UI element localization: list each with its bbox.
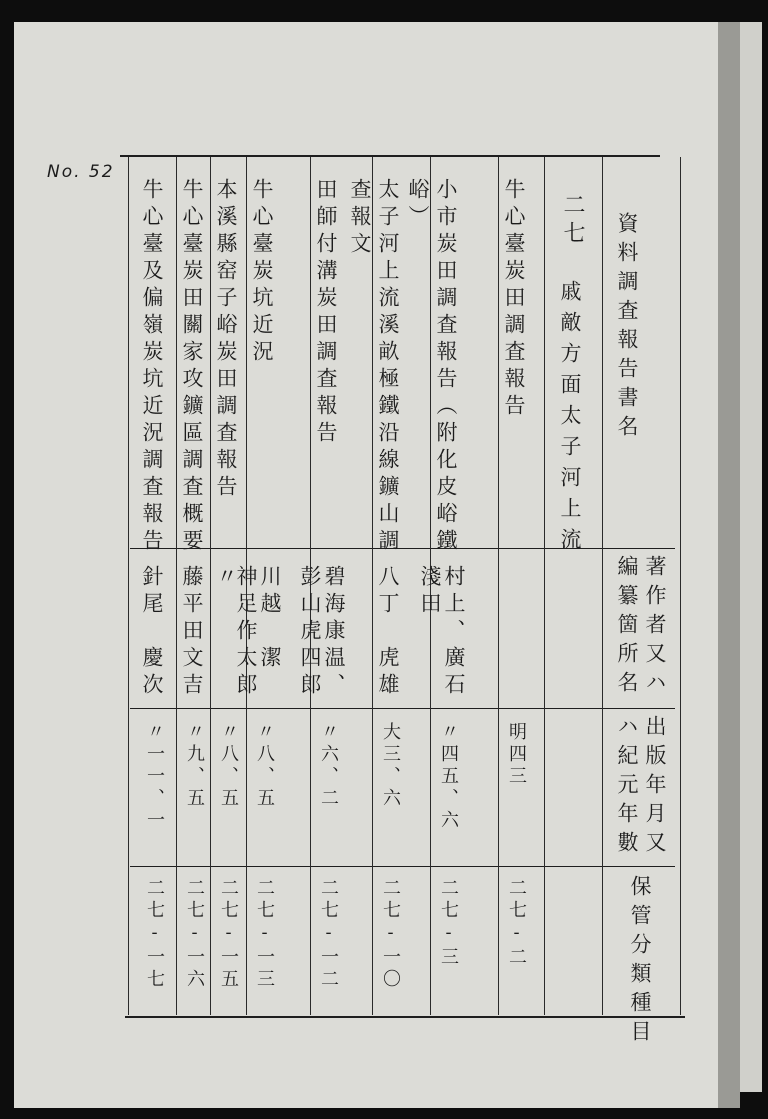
section-title: 戚敵方面太子河上流 [558, 280, 582, 559]
row-title: 本溪縣窑子峪炭田調査報告 [214, 178, 238, 502]
row-date: 〃八、五 [218, 722, 239, 810]
row-author: 川越 潔 [258, 565, 282, 673]
row-author: 藤平田文吉 [180, 565, 204, 700]
row-date: 明四三 [506, 722, 527, 788]
row-title: 小市炭田調査報告（附化皮峪鐵 [434, 178, 458, 556]
row-title: 太子河上流溪畝極鐵沿線鑛山調 [376, 178, 400, 556]
header-title: 資料調査報告書名 [615, 212, 639, 444]
row-class: 二七-一七 [144, 878, 165, 991]
row-class: 二七-一〇 [380, 878, 401, 991]
row-author: 八丁 虎雄 [376, 565, 400, 700]
row-date: 〃一一、一 [144, 722, 165, 832]
column-rule [210, 157, 211, 1015]
column-rule [602, 157, 603, 1015]
row-date: 大三、六 [380, 722, 401, 810]
header-date-line2: ハ紀元年數 [615, 715, 639, 860]
row-date: 〃六、二 [318, 722, 339, 810]
row-date: 〃九、五 [184, 722, 205, 810]
row-class: 二七-三 [438, 878, 459, 969]
row-date: 〃八、五 [254, 722, 275, 810]
header-class: 保管分類種目 [628, 875, 652, 1049]
row-title: 田師付溝炭田調査報告 [314, 178, 338, 448]
row-class: 二七-一五 [218, 878, 239, 991]
header-date-line1: 出版年月又 [643, 715, 667, 860]
header-author-line2: 編纂箇所名 [615, 555, 639, 700]
column-rule [372, 157, 373, 1015]
row-title: 牛心臺炭田關家攻鑛區調査概要 [180, 178, 204, 556]
table-rule [130, 708, 675, 709]
page-binding [718, 22, 740, 1108]
section-number: 二七 [560, 193, 585, 249]
row-class: 二七-一三 [254, 878, 275, 991]
row-title: 牛心臺炭田調査報告 [502, 178, 526, 421]
row-title: 牛心臺及偏嶺炭坑近況調査報告 [140, 178, 164, 556]
column-rule [176, 157, 177, 1015]
table-rule [130, 866, 675, 867]
table-rule [120, 155, 660, 157]
row-class: 二七-二 [506, 878, 527, 969]
row-title: 牛心臺炭坑近況 [250, 178, 274, 367]
row-author: 針尾 慶次 [140, 565, 164, 700]
table-rule [125, 1016, 685, 1018]
page-number: No. 52 [47, 162, 115, 182]
table-rule [130, 548, 675, 549]
row-author: 村上、廣石 [442, 565, 466, 700]
row-class: 二七-一六 [184, 878, 205, 991]
row-date: 〃四五、六 [438, 722, 459, 832]
header-author-line1: 著作者又ハ [643, 555, 667, 700]
row-title: 峪） [406, 178, 430, 232]
row-class: 二七-一二 [318, 878, 339, 991]
row-author: 淺田 [418, 565, 442, 619]
column-rule [498, 157, 499, 1015]
row-author: 〃 [214, 565, 238, 592]
row-author: 神足作太郎 [234, 565, 258, 700]
column-rule [128, 157, 129, 1015]
row-author: 彭山虎四郎 [298, 565, 322, 700]
row-title: 查報文 [348, 178, 372, 259]
row-author: 碧海康温、 [322, 565, 346, 700]
column-rule [544, 157, 545, 1015]
next-page-edge [740, 22, 762, 1092]
column-rule [680, 157, 681, 1015]
